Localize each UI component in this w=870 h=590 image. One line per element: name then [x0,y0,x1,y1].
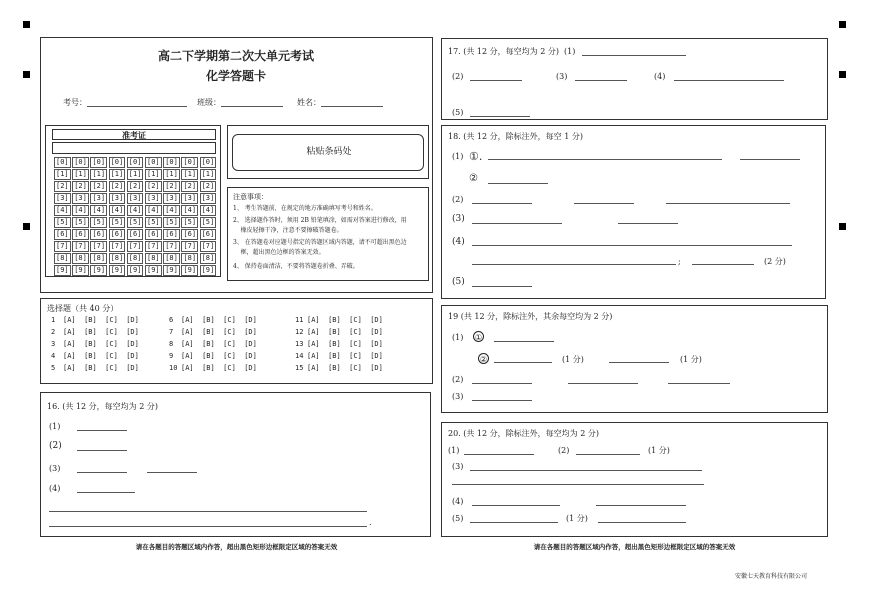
q17-label: (5) [452,108,464,117]
q18-title: 18. (共 12 分，除标注外，每空 1 分) [448,132,583,141]
q18-blank[interactable] [472,264,676,265]
q18-blank[interactable] [472,286,532,287]
ticket-digit-bubble[interactable]: [2] [110,182,124,190]
q18-label: (4) [452,237,465,247]
q17-label: (4) [654,72,666,81]
q18-label: (1) [452,152,464,161]
q20-blank[interactable] [470,522,558,523]
ticket-digit-bubble[interactable]: [1] [110,170,124,178]
ticket-digit-bubble[interactable]: [3] [165,194,178,202]
q20-blank[interactable] [472,505,560,506]
choice-number: 2 [51,328,56,336]
ticket-digit-bubble[interactable]: [1] [183,170,197,178]
ticket-digit-bubble[interactable]: [2] [128,182,142,190]
q20-blank[interactable] [596,505,686,506]
ticket-digit-bubble[interactable]: [7] [183,242,197,250]
ticket-digit-bubble[interactable]: [1] [147,170,160,178]
q16-blank[interactable] [147,472,197,473]
class-label: 班级： [197,98,221,107]
q17-blank[interactable] [674,80,784,81]
ticket-digit-bubble[interactable]: [6] [56,230,69,238]
ticket-digit-bubble[interactable]: [5] [201,218,215,226]
choice-options[interactable]: [A] [B] [C] [D] [181,328,257,336]
ticket-digit-bubble[interactable]: [9] [165,266,178,274]
notice-item: 3、 在答题卷对应题号指定的答题区域内答题，请不可超出黑色边 [233,239,407,246]
notice-item: 4、 保持卷面清洁，不要将答题卷折叠、弄破。 [233,263,359,270]
ticket-digit-bubble[interactable]: [1] [128,170,142,178]
ticket-digit-bubble[interactable]: [6] [201,230,215,238]
q18-blank[interactable] [740,159,800,160]
ticket-digit-bubble[interactable]: [5] [110,218,124,226]
choice-options[interactable]: [A] [B] [C] [D] [63,364,139,372]
q20-score: (1 分) [566,514,588,523]
ticket-digit-bubble[interactable]: [3] [110,194,124,202]
ticket-digit-bubble[interactable]: [0] [147,158,160,166]
class-field[interactable] [221,106,283,107]
q18-blank[interactable] [472,245,792,246]
ticket-number-grid [45,125,221,277]
q20-label: (5) [452,514,464,523]
ticket-digit-bubble[interactable]: [6] [183,230,197,238]
ticket-digit-bubble[interactable]: [6] [128,230,142,238]
choice-options[interactable]: [A] [B] [C] [D] [307,340,383,348]
ticket-digit-bubble[interactable]: [3] [128,194,142,202]
q20-section [441,422,828,537]
choice-options[interactable]: [A] [B] [C] [D] [181,316,257,324]
ticket-digit-bubble[interactable]: [9] [56,266,69,274]
company-name: 安徽七天教育科技有限公司 [735,573,808,580]
ticket-digit-bubble[interactable]: [2] [147,182,160,190]
ticket-digit-bubble[interactable]: [0] [165,158,178,166]
choice-number: 9 [169,352,174,360]
q18-label: (3) [452,214,465,224]
q16-blank[interactable] [77,492,135,493]
ticket-title: 准考证 [122,130,146,140]
registration-mark [839,21,846,28]
choice-number: 14 [295,352,304,360]
ticket-digit-bubble[interactable]: [3] [201,194,215,202]
choice-options[interactable]: [A] [B] [C] [D] [181,364,257,372]
ticket-digit-bubble[interactable]: [6] [92,230,106,238]
ticket-digit-bubble[interactable]: [9] [92,266,106,274]
ticket-digit-bubble[interactable]: [7] [56,242,69,250]
choice-number: 5 [51,364,56,372]
q19-label: (2) [452,375,464,384]
q19-score: (1 分) [680,355,702,364]
q18-blank[interactable] [488,183,548,184]
ticket-digit-bubble[interactable]: [4] [128,206,142,214]
ticket-digit-bubble[interactable]: [7] [128,242,142,250]
choice-options[interactable]: [A] [B] [C] [D] [63,328,139,336]
ticket-digit-bubble[interactable]: [7] [92,242,106,250]
q20-blank[interactable] [464,454,534,455]
q17-blank[interactable] [470,80,522,81]
ticket-digit-bubble[interactable]: [9] [128,266,142,274]
q16-blank[interactable] [77,430,127,431]
q19-sub-1: ① [474,333,483,342]
q20-blank[interactable] [598,522,686,523]
ticket-digit-bubble[interactable]: [6] [74,230,87,238]
ticket-digit-bubble[interactable]: [5] [74,218,87,226]
q17-label: (3) [556,72,568,81]
ticket-digit-bubble[interactable]: [5] [92,218,106,226]
footer-note-right: 请在各题目的答题区域内作答，超出黑色矩形边框限定区域的答案无效 [533,543,736,551]
ticket-digit-bubble[interactable]: [2] [56,182,69,190]
q18-score: (2 分) [764,257,786,266]
ticket-digit-bubble[interactable]: [5] [56,218,69,226]
ticket-digit-bubble[interactable]: [7] [165,242,178,250]
card-subtitle: 化学答题卡 [205,69,266,83]
ticket-digit-bubble[interactable]: [0] [92,158,106,166]
ticket-digit-bubble[interactable]: [0] [56,158,69,166]
q16-blank[interactable] [77,472,127,473]
choice-section [40,298,433,384]
ticket-digit-bubble[interactable]: [7] [147,242,160,250]
choice-options[interactable]: [A] [B] [C] [D] [307,352,383,360]
ticket-digit-bubble[interactable]: [6] [147,230,160,238]
ticket-digit-bubble[interactable]: [8] [147,254,160,262]
ticket-digit-bubble[interactable]: [4] [56,206,69,214]
ticket-digit-bubble[interactable]: [0] [110,158,124,166]
registration-mark [839,223,846,230]
name-label: 姓名： [297,98,321,107]
q18-blank[interactable] [574,203,634,204]
q18-blank[interactable] [472,223,562,224]
q20-label: (2) [558,446,570,455]
ticket-digit-bubble[interactable]: [6] [165,230,178,238]
choice-number: 10 [169,364,178,372]
q19-blank[interactable] [494,341,554,342]
q20-label: (3) [452,462,464,471]
ticket-digit-bubble[interactable]: [7] [201,242,215,250]
q19-blank[interactable] [568,383,638,384]
q16-end-mark: . [369,518,372,527]
registration-mark [23,223,30,230]
ticket-digit-bubble[interactable]: [8] [183,254,197,262]
q19-section [441,305,828,413]
q16-blank[interactable] [77,450,127,451]
ticket-digit-bubble[interactable]: [4] [147,206,160,214]
ticket-digit-bubble[interactable]: [1] [74,170,87,178]
registration-mark [23,21,30,28]
notice-item: 框，超出黑色边框的答案无效。 [233,249,325,256]
q18-section [441,125,826,299]
ticket-digit-bubble[interactable]: [8] [56,254,69,262]
ticket-digit-bubble[interactable]: [5] [165,218,178,226]
ticket-digit-bubble[interactable]: [9] [183,266,197,274]
q18-blank[interactable] [472,203,532,204]
ticket-digit-bubble[interactable]: [2] [74,182,87,190]
ticket-digit-bubble[interactable]: [1] [165,170,178,178]
ticket-digit-bubble[interactable]: [9] [147,266,160,274]
choice-number: 7 [169,328,174,336]
ticket-digit-bubble[interactable]: [3] [56,194,69,202]
ticket-digit-bubble[interactable]: [1] [201,170,215,178]
q17-blank[interactable] [470,116,530,117]
q19-score: (1 分) [562,355,584,364]
ticket-digit-bubble[interactable]: [9] [74,266,87,274]
choice-number: 1 [51,316,56,324]
notice-box [227,187,429,281]
q20-blank[interactable] [452,484,704,485]
choice-options[interactable]: [A] [B] [C] [D] [181,352,257,360]
choice-options[interactable]: [A] [B] [C] [D] [307,316,383,324]
name-field[interactable] [321,106,383,107]
ticket-digit-bubble[interactable]: [5] [128,218,142,226]
q19-sub-2: ② [479,355,488,364]
ticket-digit-bubble[interactable]: [0] [201,158,215,166]
q18-sub-2: ② [469,173,478,184]
q16-section [40,392,431,537]
choice-title: 选择题（共 40 分） [47,304,119,313]
q16-label: (2) [49,441,62,451]
q19-blank[interactable] [472,383,532,384]
ticket-digit-bubble[interactable]: [9] [201,266,215,274]
q18-blank[interactable] [618,223,678,224]
q16-blank[interactable] [49,511,367,512]
ticket-digit-bubble[interactable]: [8] [110,254,124,262]
ticket-digit-bubble[interactable]: [4] [165,206,178,214]
q19-label: (1) [452,333,464,342]
q18-blank[interactable] [666,203,790,204]
barcode-label: 粘贴条码处 [306,147,352,157]
q19-blank[interactable] [668,383,730,384]
q16-label: (1) [49,422,61,431]
ticket-digit-bubble[interactable]: [8] [165,254,178,262]
exam-no-label: 考号： [63,98,87,107]
q19-label: (3) [452,392,464,401]
notice-title: 注意事项： [233,193,268,201]
ticket-digit-bubble[interactable]: [8] [201,254,215,262]
ticket-digit-bubble[interactable]: [7] [74,242,87,250]
ticket-digit-bubble[interactable]: [2] [201,182,215,190]
ticket-digit-bubble[interactable]: [0] [74,158,87,166]
ticket-digit-bubble[interactable]: [8] [128,254,142,262]
choice-number: 13 [295,340,304,348]
ticket-digit-bubble[interactable]: [2] [92,182,106,190]
ticket-digit-bubble[interactable]: [5] [183,218,197,226]
q16-title: 16. (共 12 分，每空均为 2 分) [47,402,158,411]
q20-blank[interactable] [470,470,702,471]
registration-mark [23,71,30,78]
choice-number: 12 [295,328,304,336]
ticket-digit-bubble[interactable]: [7] [110,242,124,250]
q20-label: (1) [448,446,460,455]
q20-score: (1 分) [648,446,670,455]
q19-blank[interactable] [472,400,532,401]
ticket-digit-bubble[interactable]: [4] [74,206,87,214]
q19-title: 19 (共 12 分，除标注外，其余每空均为 2 分) [448,312,613,321]
notice-item: 1、 考生答题前，在规定的地方准确填写考号和姓名。 [233,205,377,212]
q17-blank[interactable] [575,80,627,81]
ticket-digit-bubble[interactable]: [8] [74,254,87,262]
ticket-digit-bubble[interactable]: [2] [165,182,178,190]
q16-label: (4) [49,484,61,493]
ticket-digit-bubble[interactable]: [9] [110,266,124,274]
choice-options[interactable]: [A] [B] [C] [D] [63,316,139,324]
ticket-digit-bubble[interactable]: [3] [183,194,197,202]
choice-number: 6 [169,316,174,324]
ticket-digit-bubble[interactable]: [4] [110,206,124,214]
choice-number: 8 [169,340,174,348]
ticket-digit-bubble[interactable]: [1] [92,170,106,178]
q18-blank[interactable] [692,264,754,265]
q17-label: (2) [452,72,464,81]
q17-label: (1) [564,47,576,56]
ticket-digit-bubble[interactable]: [3] [92,194,106,202]
choice-number: 3 [51,340,56,348]
choice-number: 4 [51,352,56,360]
registration-mark [839,71,846,78]
q17-title: 17. (共 12 分，每空均为 2 分) [448,47,559,56]
q18-sub-1: ①. [469,150,483,163]
choice-options[interactable]: [A] [B] [C] [D] [63,340,139,348]
choice-options[interactable]: [A] [B] [C] [D] [307,328,383,336]
ticket-digit-bubble[interactable]: [2] [183,182,197,190]
q18-semicolon: ; [678,257,681,266]
ticket-digit-bubble[interactable]: [4] [183,206,197,214]
q20-title: 20. (共 12 分，除标注外，每空均为 2 分) [448,429,599,438]
exam-no-field[interactable] [87,106,187,107]
ticket-digit-bubble[interactable]: [4] [92,206,106,214]
q17-section [441,38,828,120]
barcode-area [227,125,429,179]
footer-note-left: 请在各题目的答题区域内作答，超出黑色矩形边框限定区域的答案无效 [135,543,338,551]
ticket-digit-bubble[interactable]: [0] [128,158,142,166]
choice-number: 15 [295,364,304,372]
ticket-digit-bubble[interactable]: [0] [183,158,197,166]
exam-title: 高二下学期第二次大单元考试 [157,49,314,63]
ticket-digit-bubble[interactable]: [5] [147,218,160,226]
notice-item: 橡皮轻擦干净，注意不要擦破答题卷。 [233,227,343,234]
ticket-digit-bubble[interactable]: [3] [74,194,87,202]
choice-options[interactable]: [A] [B] [C] [D] [307,364,383,372]
q18-label: (2) [452,195,464,204]
q20-blank[interactable] [576,454,640,455]
choice-options[interactable]: [A] [B] [C] [D] [63,352,139,360]
ticket-write-row[interactable] [52,142,216,154]
q16-blank[interactable] [49,526,367,527]
header-section [40,37,433,293]
ticket-digit-bubble[interactable]: [8] [92,254,106,262]
ticket-digit-bubble[interactable]: [3] [147,194,160,202]
choice-number: 11 [295,316,304,324]
q16-label: (3) [49,464,61,473]
q18-blank[interactable] [488,159,722,160]
choice-options[interactable]: [A] [B] [C] [D] [181,340,257,348]
q19-blank[interactable] [609,362,669,363]
ticket-digit-bubble[interactable]: [4] [201,206,215,214]
ticket-digit-bubble[interactable]: [6] [110,230,124,238]
q19-blank[interactable] [494,362,552,363]
ticket-digit-bubble[interactable]: [1] [56,170,69,178]
q17-blank[interactable] [582,55,686,56]
notice-item: 2、 选择题作答时，须用 2B 铅笔填涂，如需对答案进行修改，用 [233,217,407,224]
q18-label: (5) [452,277,465,287]
q20-label: (4) [452,497,464,506]
